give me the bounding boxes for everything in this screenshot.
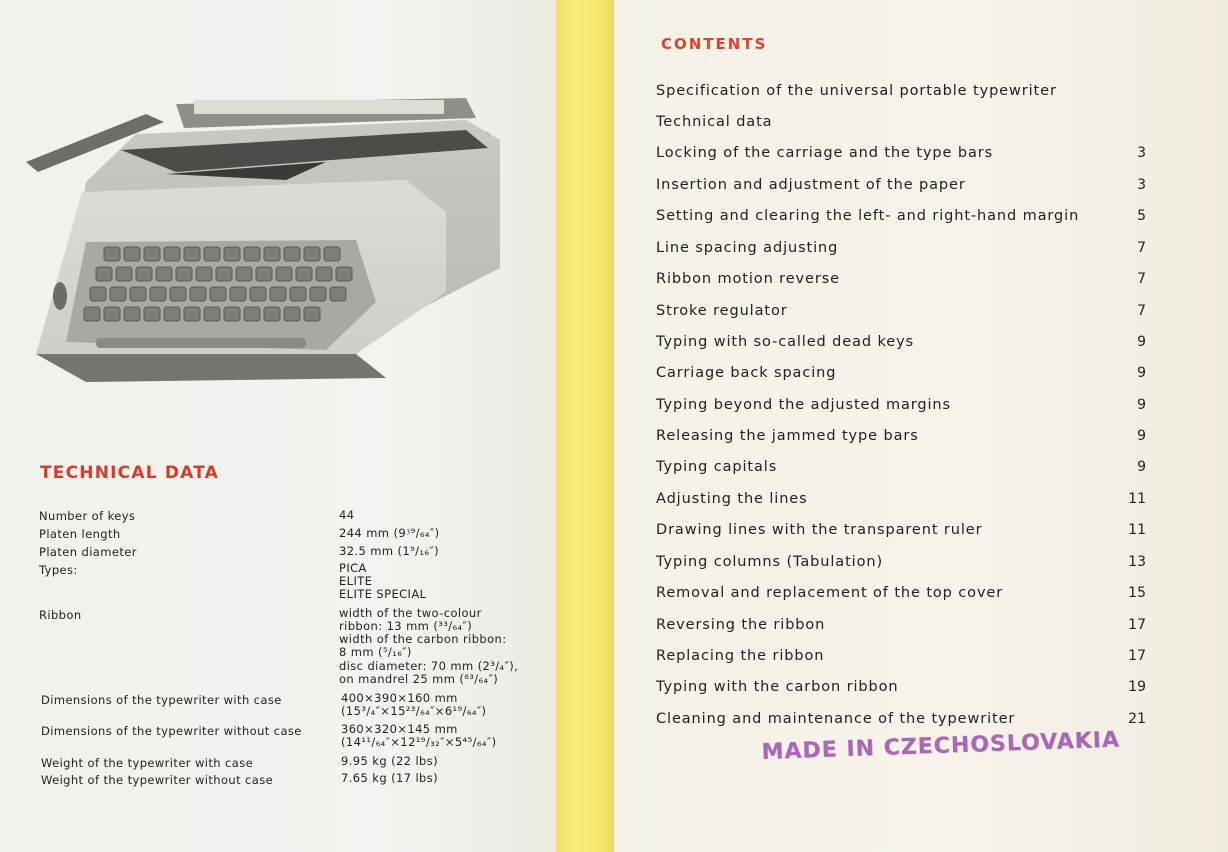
spec-value-weight-with-case: 9.95 kg (22 lbs) — [341, 754, 439, 768]
spec-label-dimensions-without-case: Dimensions of the typewriter without case — [41, 724, 302, 738]
toc-entry-page: 7 — [1137, 240, 1146, 256]
spec-value-number-of-keys: 44 — [339, 508, 355, 522]
toc-entry — [656, 303, 1146, 327]
toc-entry-title: Drawing lines with the transparent ruler — [656, 522, 983, 538]
toc-entry — [656, 145, 1146, 169]
toc-entry-page: 7 — [1137, 303, 1146, 319]
toc-entry-title: Typing columns (Tabulation) — [656, 554, 883, 570]
spec-label-types: Types: — [39, 563, 78, 577]
toc-entry — [656, 83, 1146, 107]
spec-value-dimensions-without-case-line: 360×320×145 mm — [341, 722, 458, 736]
toc-entry — [656, 397, 1146, 421]
spec-value-platen-diameter: 32.5 mm (1⁹/₁₆″) — [339, 544, 440, 558]
toc-entry-page: 3 — [1137, 145, 1146, 161]
spec-value-ribbon-line: ribbon: 13 mm (³³/₆₄″) — [339, 619, 473, 633]
toc-entry — [656, 459, 1146, 483]
toc-entry — [656, 208, 1146, 232]
toc-entry-page: 11 — [1128, 522, 1146, 538]
toc-entry-title: Removal and replacement of the top cover — [656, 585, 1004, 601]
spec-value-types-line: PICA — [339, 561, 367, 575]
toc-entry-page: 19 — [1128, 679, 1146, 695]
toc-entry-title: Reversing the ribbon — [656, 617, 826, 633]
spec-value-ribbon-line: 8 mm (⁵/₁₆″) — [339, 645, 412, 659]
toc-entry-page: 17 — [1128, 648, 1146, 664]
toc-entry — [656, 522, 1146, 546]
typewriter-photo — [26, 92, 512, 392]
toc-entry-title: Carriage back spacing — [656, 365, 837, 381]
toc-entry-title: Typing beyond the adjusted margins — [656, 397, 951, 413]
spec-label-platen-length: Platen length — [39, 527, 121, 541]
toc-entry-title: Line spacing adjusting — [656, 240, 839, 256]
toc-entry-page: 9 — [1137, 397, 1146, 413]
toc-entry-title: Typing with the carbon ribbon — [656, 679, 899, 695]
toc-entry-title: Adjusting the lines — [656, 491, 808, 507]
toc-entry-page: 9 — [1137, 428, 1146, 444]
contents-heading: CONTENTS — [661, 35, 768, 53]
spec-label-ribbon: Ribbon — [39, 608, 82, 622]
toc-entry-title: Releasing the jammed type bars — [656, 428, 919, 444]
toc-entry-page: 15 — [1128, 585, 1146, 601]
toc-entry — [656, 177, 1146, 201]
spec-label-dimensions-with-case: Dimensions of the typewriter with case — [41, 693, 282, 707]
spec-value-dimensions-with-case-line: 400×390×160 mm — [341, 691, 458, 705]
made-in-czechoslovakia-stamp: MADE IN CZECHOSLOVAKIA — [761, 727, 1121, 765]
toc-entry — [656, 365, 1146, 389]
toc-entry-title: Locking of the carriage and the type bars — [656, 145, 994, 161]
spec-value-types-line: ELITE SPECIAL — [339, 587, 427, 601]
spec-label-weight-without-case: Weight of the typewriter without case — [41, 773, 274, 787]
toc-entry — [656, 491, 1146, 515]
spec-value-platen-length: 244 mm (9⁳⁹/₆₄″) — [339, 526, 440, 540]
spec-value-types-line: ELITE — [339, 574, 373, 588]
toc-entry-page: 5 — [1137, 208, 1146, 224]
toc-entry — [656, 114, 1146, 138]
spec-value-dimensions-without-case-line: (14¹¹/₆₄″×12¹⁹/₃₂″×5⁴⁵/₆₄″) — [341, 735, 497, 749]
spec-value-ribbon-line: on mandrel 25 mm (⁶³/₆₄″) — [339, 672, 499, 686]
toc-entry — [656, 585, 1146, 609]
toc-entry — [656, 648, 1146, 672]
toc-entry — [656, 554, 1146, 578]
spec-label-weight-with-case: Weight of the typewriter with case — [41, 756, 254, 770]
booklet-spine — [556, 0, 616, 852]
toc-entry-title: Ribbon motion reverse — [656, 271, 840, 287]
toc-entry — [656, 617, 1146, 641]
toc-entry-page: 9 — [1137, 334, 1146, 350]
toc-entry-title: Technical data — [656, 114, 773, 130]
toc-entry-page: 9 — [1137, 459, 1146, 475]
toc-entry — [656, 271, 1146, 295]
toc-entry — [656, 240, 1146, 264]
toc-entry-title: Cleaning and maintenance of the typewriter — [656, 711, 1016, 727]
spec-value-ribbon-line: disc diameter: 70 mm (2³/₄″), — [339, 659, 519, 673]
toc-entry — [656, 679, 1146, 703]
spec-label-platen-diameter: Platen diameter — [39, 545, 137, 559]
toc-entry-title: Insertion and adjustment of the paper — [656, 177, 966, 193]
toc-entry-title: Typing with so-called dead keys — [656, 334, 915, 350]
toc-entry-title: Typing capitals — [656, 459, 778, 475]
toc-entry-title: Specification of the universal portable typewriter — [656, 83, 1057, 99]
toc-entry-title: Stroke regulator — [656, 303, 788, 319]
toc-entry-page: 13 — [1128, 554, 1146, 570]
toc-entry-page: 3 — [1137, 177, 1146, 193]
spec-value-ribbon-line: width of the two-colour — [339, 606, 482, 620]
toc-entry-page: 7 — [1137, 271, 1146, 287]
toc-entry — [656, 428, 1146, 452]
technical-data-heading: TECHNICAL DATA — [40, 463, 220, 483]
spec-value-weight-without-case: 7.65 kg (17 lbs) — [341, 771, 439, 785]
spec-value-ribbon-line: width of the carbon ribbon: — [339, 632, 507, 646]
toc-entry-page: 11 — [1128, 491, 1146, 507]
toc-entry-title: Replacing the ribbon — [656, 648, 825, 664]
toc-entry-title: Setting and clearing the left- and right-hand margin — [656, 208, 1080, 224]
spec-label-number-of-keys: Number of keys — [39, 509, 136, 523]
toc-entry-page: 21 — [1128, 711, 1146, 727]
spec-value-dimensions-with-case-line: (15³/₄″×15²³/₆₄″×6¹⁹/₆₄″) — [341, 704, 487, 718]
toc-entry — [656, 334, 1146, 358]
toc-entry-page: 9 — [1137, 365, 1146, 381]
toc-entry-page: 17 — [1128, 617, 1146, 633]
